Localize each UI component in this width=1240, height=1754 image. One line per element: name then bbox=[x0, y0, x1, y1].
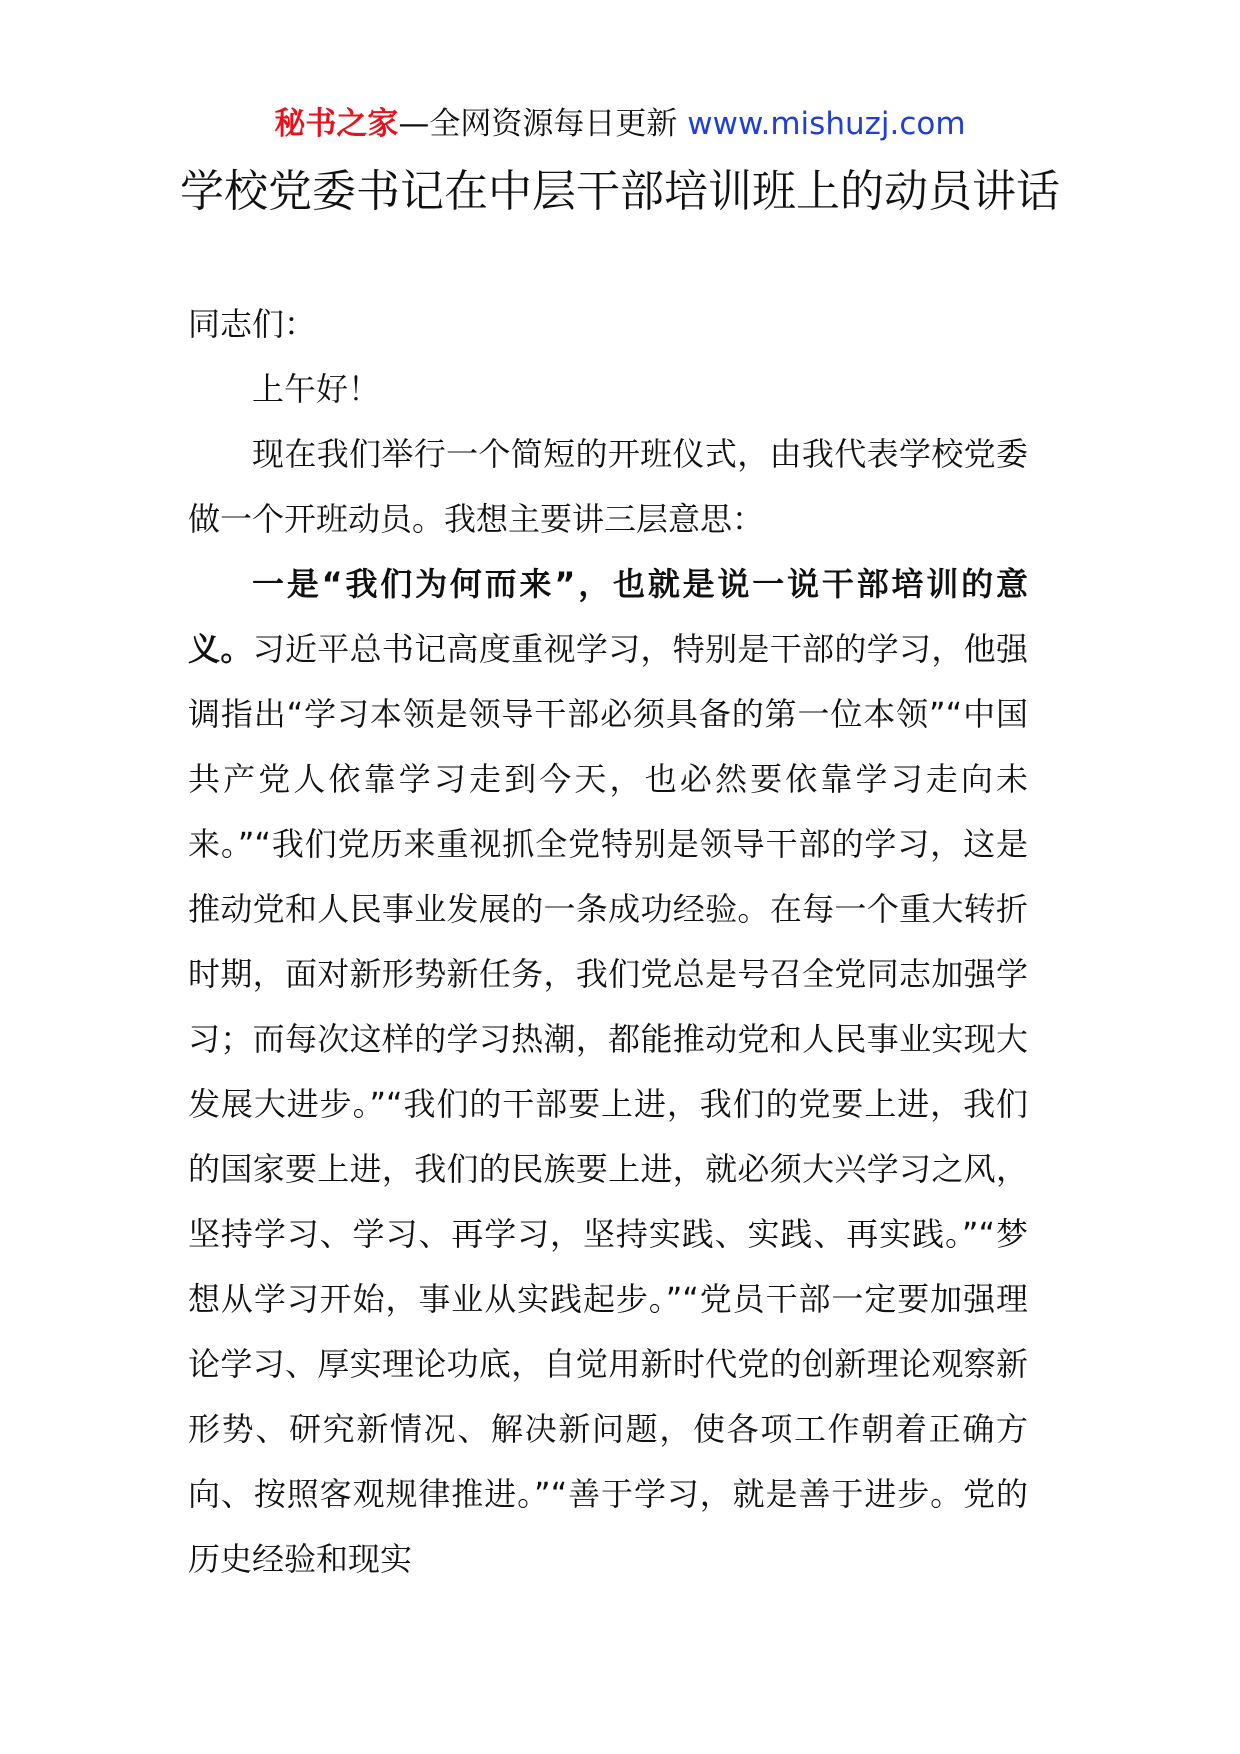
greeting: 上午好！ bbox=[252, 370, 381, 408]
banner-url-link[interactable]: www.mishuzj.com bbox=[687, 106, 966, 142]
salutation: 同志们： bbox=[188, 305, 317, 343]
section1-heading: 一是“我们为何而来”，也就是说一说干部培训的意义。 bbox=[188, 565, 1028, 668]
banner-brand: 秘书之家 bbox=[274, 106, 399, 142]
intro-paragraph: 现在我们举行一个简短的开班仪式，由我代表学校党委做一个开班动员。我想主要讲三层意思： bbox=[188, 435, 1028, 538]
document-title: 学校党委书记在中层干部培训班上的动员讲话 bbox=[180, 166, 1060, 217]
section1-body: 习近平总书记高度重视学习，特别是干部的学习，他强调指出“学习本领是领导干部必须具备的第一位本领”“中国共产党人依靠学习走到今天，也必然要依靠学习走向未来。”“我们党历来重视抓全党特别是领导干部的学习，这是推动党和人民事业发展的一条成功经验。在每一个重大转折时期，面对新形势新任务，我们党总是号召全党同志加强学习；而每次这样的学习热潮，都能推动党和人民事业实现大发展大进步。”“我们的干部要上进，我们的党要上进，我们的国家要上进，我们的民族要上进，就必须大兴学习之风，坚持学习、学习、再学习，坚持实践、实践、再实践。”“梦想从学习开始，事业从实践起步。”“党员干部一定要加强理论学习、厚实理论功底，自觉用新时代党的创新理论观察新形势、研究新情况、解决新问题，使各项工作朝着正确方向、按照客观规律推进。”“善于学习，就是善于进步。党的历史经验和现实 bbox=[188, 630, 1028, 1578]
section1-paragraph bbox=[188, 552, 1028, 1592]
document-body bbox=[188, 292, 1028, 1592]
banner-slogan: —全网资源每日更新 bbox=[398, 106, 688, 142]
site-banner bbox=[0, 100, 1240, 148]
